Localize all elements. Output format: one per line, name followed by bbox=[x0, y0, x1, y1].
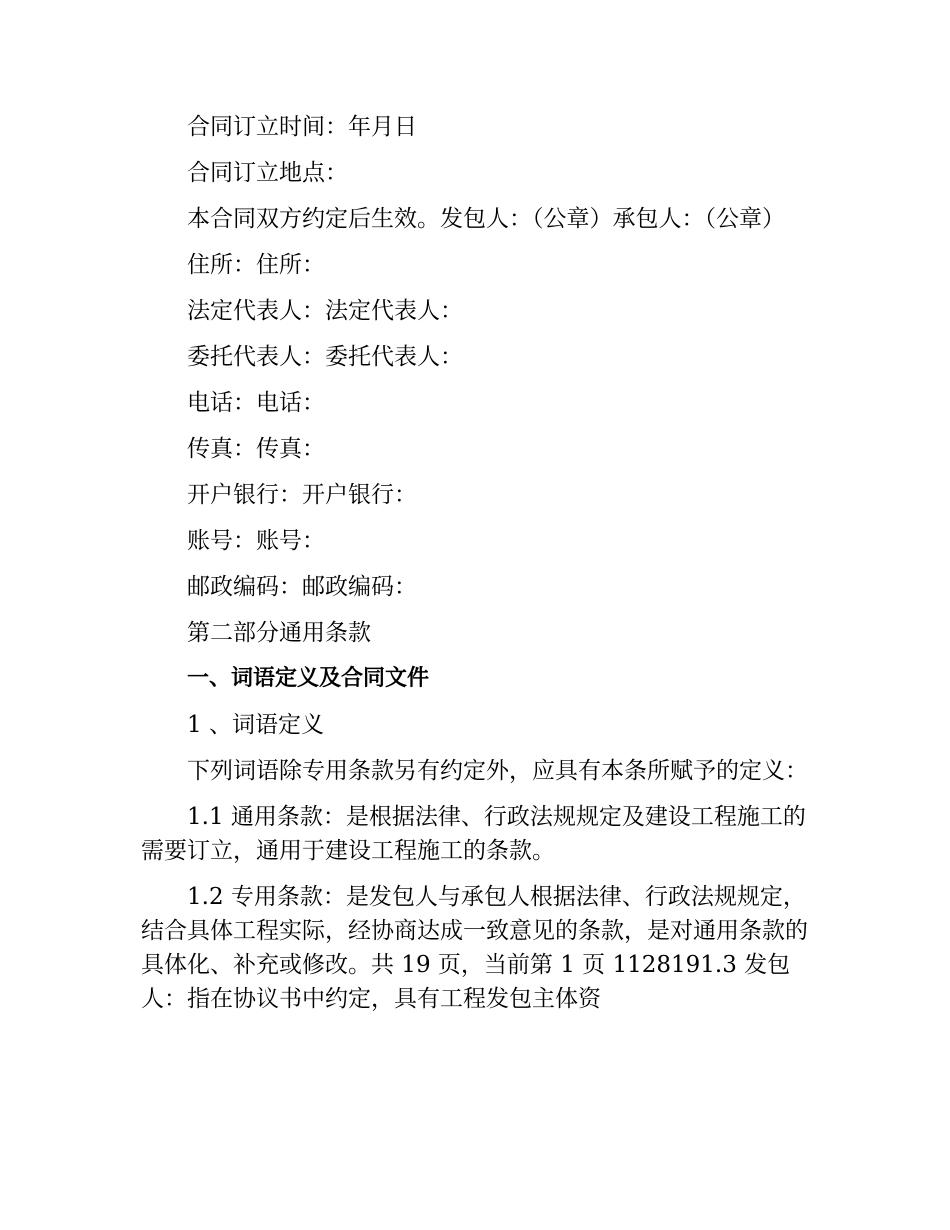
paragraph-effective-clause: 本合同双方约定后生效。发包人：（公章）承包人：（公章） bbox=[187, 206, 785, 232]
paragraph-contract-date: 合同订立时间：年月日 bbox=[187, 114, 417, 140]
document-page bbox=[141, 110, 813, 1028]
paragraph-fax: 传真：传真： bbox=[187, 436, 325, 462]
paragraph-definition-intro: 下列词语除专用条款另有约定外，应具有本条所赋予的定义： bbox=[187, 758, 808, 784]
paragraph-term-definition: 1 、词语定义 bbox=[187, 712, 324, 738]
paragraph-legal-rep: 法定代表人：法定代表人： bbox=[187, 298, 463, 324]
paragraph-contract-place: 合同订立地点： bbox=[187, 160, 348, 186]
paragraph-clause-1-2: 1.2 专用条款：是发包人与承包人根据法律、行政法规规定，结合具体工程实际，经协商达成一致意见的条款，是对通用条款的具体化、补充或修改。共 19 页，当前第 1 页 1128191.3 发包人：指在协议书中约定，具有工程发包主体资 bbox=[141, 884, 808, 1012]
paragraph-agent: 委托代表人：委托代表人： bbox=[187, 344, 463, 370]
paragraph-clause-1-1: 1.1 通用条款：是根据法律、行政法规规定及建设工程施工的需要订立，通用于建设工程施工的条款。 bbox=[141, 804, 806, 864]
paragraph-phone: 电话：电话： bbox=[187, 390, 325, 416]
paragraph-address: 住所：住所： bbox=[187, 252, 325, 278]
section-heading-one: 一、词语定义及合同文件 bbox=[187, 666, 430, 691]
paragraph-bank: 开户银行：开户银行： bbox=[187, 482, 417, 508]
paragraph-part-two-title: 第二部分通用条款 bbox=[187, 620, 371, 646]
paragraph-account: 账号：账号： bbox=[187, 528, 325, 554]
paragraph-postcode: 邮政编码：邮政编码： bbox=[187, 574, 417, 600]
